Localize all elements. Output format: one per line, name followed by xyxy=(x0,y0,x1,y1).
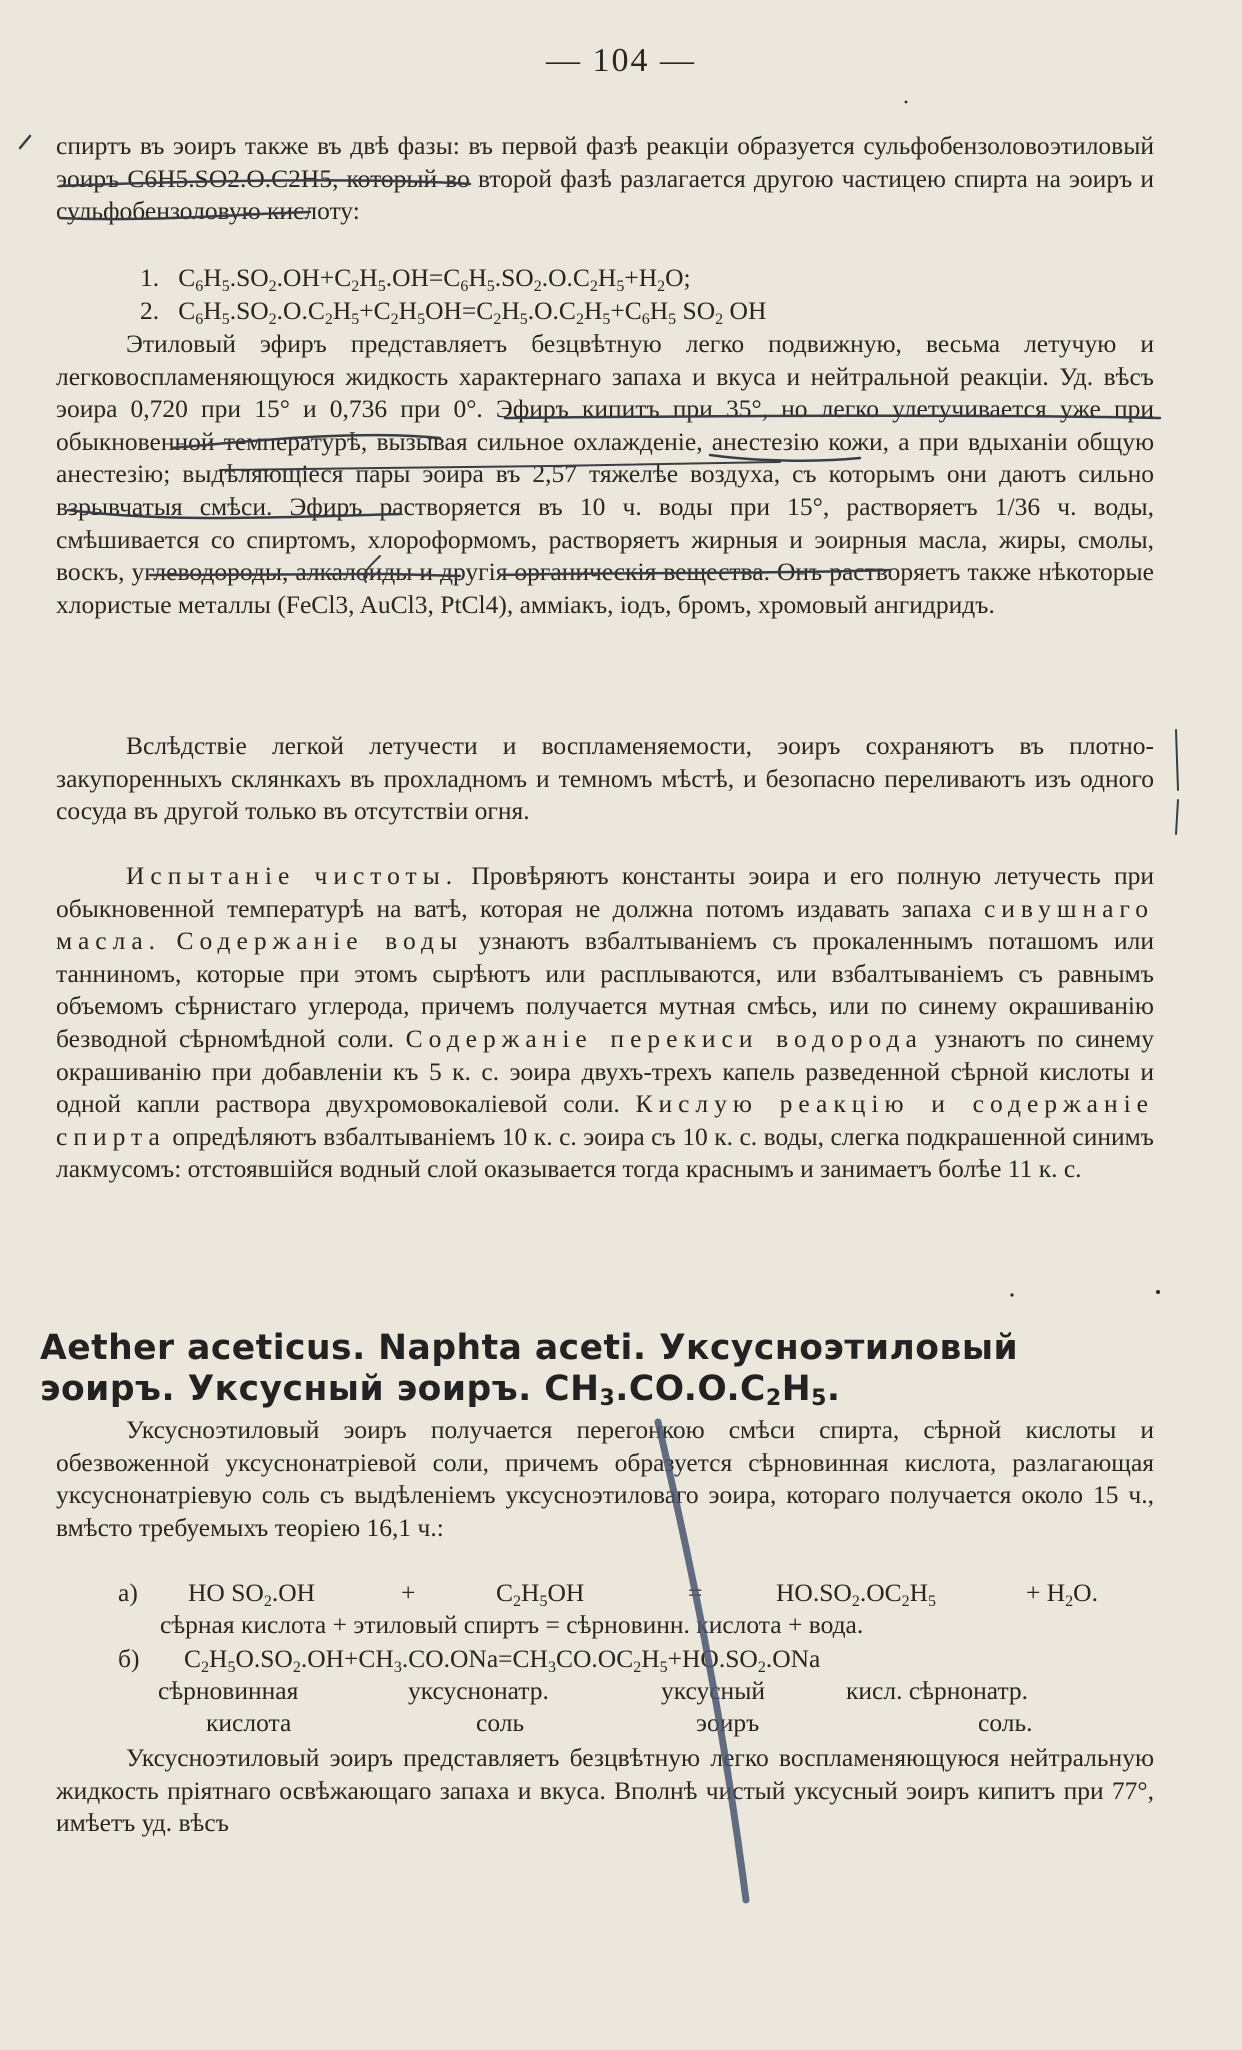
ink-speck xyxy=(1010,1293,1013,1296)
spaced-term: Содержаніе перекиси водорода xyxy=(405,1023,923,1053)
reaction-word: соль xyxy=(476,1708,525,1737)
paragraph-text: опредѣляютъ взбалтываніемъ 10 к. с. эоира съ 10 к. с. воды, слегка подкрашенной синимъ лакмусомъ: отстоявшійся водный слой оказывается тогда краснымъ и занимаетъ болѣе 11 к. с. xyxy=(56,1121,1154,1184)
pencil-arc xyxy=(364,556,380,582)
ink-speck xyxy=(905,101,908,104)
reaction-label: б) xyxy=(118,1644,140,1673)
underline-mark xyxy=(68,510,400,518)
equation-number: 1. xyxy=(140,263,160,292)
reaction-word: кислота xyxy=(206,1708,292,1737)
reaction-word: уксусный xyxy=(661,1676,765,1705)
scanned-page: — 104 — спиртъ въ эоиръ также въ двѣ фазы: въ первой фазѣ реакціи образуется сульфобензоловоэтиловый эоиръ C6H5.SO2.O.C2H5, который во второй фазѣ разлагается другою частицею спирта на эоиръ и сульфобензоловую кислоту: 1. $C_6H_5.SO_2.OH+C_2H_5.OH=C_6H_5.SO_2.O.C_2H_5+H_2O$; 2. $C_6H_5.SO_2.O.C_2H_5+C_2H_5OH=C_2H_5.O.C_2H_5+C_6H_5$ $SO_2$ OH Этиловый эфиръ представляетъ безцвѣтную легко подвижную, весьма летучую и легковоспламеняющуюся жидкость характернаго запаха и вкуса и нейтральной реакціи. Уд. вѣсъ эоира 0,720 при 15° и 0,736 при 0°. Эфиръ кипитъ при 35°, но легко улетучивается уже при обыкновенной температурѣ, вызывая сильное охлажденіе, анестезію кожи, а при вдыханіи общую анестезію; выдѣляющіеся пары эоира въ 2,57 тяжелѣе воздуха, съ которымъ они даютъ сильно взрывчатыя смѣси. Эфиръ растворяется въ 10 ч. воды при 15°, растворяетъ 1/36 ч. воды, смѣшивается со спиртомъ, хлороформомъ, растворяетъ жирныя и эоирныя масла, жиры, смолы, воскъ, углеводороды, алкалоиды и другія органическія вещества. Онъ растворяетъ также нѣкоторые хлористые металлы (FeCl3, AuCl3, PtCl4), аммiакъ, iодъ, бромъ, хромовый ангидридъ. Вслѣдствіе легкой летучести и воспламеняемости, эоиръ сохраняютъ въ плотно-закупоренныхъ склянкахъ въ прохладномъ и темномъ мѣстѣ, и безопасно переливаютъ изъ одного сосуда въ другой только въ отсутствіи огня. Испытаніе чистоты. Провѣряютъ константы эоира и его полную летучесть при обыкновенной температурѣ на ватѣ, которая не должна потомъ издавать запаха сивушнаго масла. Содержаніе воды узнаютъ взбалтываніемъ съ прокаленнымъ поташомъ или танниномъ, которые при этомъ сырѣютъ или расплываются, или взбалтываніемъ съ равнымъ объемомъ сѣрнистаго углерода, причемъ получается мутная смѣсь, или по синему окрашиванію безводной сѣрномѣдной соли. Содержаніе перекиси водорода узнаютъ по синему окрашиванію при добавленіи къ 5 к. с. эоира двухъ-трехъ капель разведенной сѣрной кислоты и одной капли раствора двухромовокаліевой соли. Кислую реакцію и содержаніе спирта опредѣляютъ взбалтываніемъ 10 к. с. эоира съ 10 к. с. воды, слегка подкрашенной синимъ лакмусомъ: отстоявшійся водный слой оказывается тогда краснымъ и занимаетъ болѣе 11 к. с. Aether aceticus. Naphta aceti. Уксусноэтиловый эоиръ. Уксусный эоиръ. $CH_3.CO.O.C_2H_5$. Уксусноэтиловый эоиръ получается перегонкою смѣси спирта, сѣрной кислоты и обезвоженной уксуснонатріевой соли, причемъ образуется сѣрновинная кислота, разлагающая уксуснонатріевую соль съ выдѣленіемъ уксусноэтиловаго эоира, котораго получается около 15 ч., вмѣсто требуемыхъ теоріею 16,1 ч.: а) HO $SO_2.OH$ + $C_2H_5OH$ = $HO.SO_2.OC_2H_5$ + $H_2O$. сѣрная кислота + этиловый спиртъ = сѣрновинн. кислота + вода. б) $C_2H_5O.SO_2.OH+CH_3.CO.ONa=CH_3CO.OC_2H_5+HO.SO_2.ONa$ сѣрновинная уксуснонатр. уксусный кисл. сѣрнонатр. кислота соль эоиръ соль. Уксусноэтиловый эоиръ представляетъ безцвѣтную легко воспламеняющуюся нейтральную жидкость пріятнаго освѣжающаго запаха и вкуса. Вполнѣ чистый уксусный эоиръ кипитъ при 77°, имѣетъ уд. вѣсъ xyxy=(0,0,1242,2050)
reaction-word: соль. xyxy=(978,1708,1033,1737)
paragraph-text: спиртъ въ эоиръ также въ двѣ фазы: въ первой фазѣ реакціи образуется сульфобензоловоэтиловый эоиръ C6H5.SO2.O.C2H5, который во второй фазѣ разлагается другою частицею спирта на эоиръ и сульфобензоловую кислоту: xyxy=(56,131,1154,226)
spaced-term: сивушнаго масла. xyxy=(56,893,1154,956)
paragraph-text: Провѣряютъ константы эоира и его полную летучесть при обыкновенной температурѣ на ватѣ, которая не должна потомъ издавать запаха xyxy=(56,861,1154,923)
strike-mark xyxy=(505,416,1160,418)
reaction-word: уксуснонатр. xyxy=(408,1676,549,1705)
page-number: — 104 — xyxy=(546,42,696,79)
paragraph-text: Вслѣдствіе легкой летучести и воспламеняемости, эоиръ сохраняютъ въ плотно-закупоренныхъ склянкахъ въ прохладномъ и темномъ мѣстѣ, и безопасно переливаютъ изъ одного сосуда въ другой только въ отсутствіи огня. xyxy=(56,731,1154,826)
paragraph-text: узнаютъ по синему окрашиванію при добавленіи къ 5 к. с. эоира двухъ-трехъ капель разведенной сѣрной кислоты и одной капли раствора двухромовокаліевой соли. xyxy=(56,1023,1155,1119)
margin-line-mark xyxy=(1176,800,1178,834)
paragraph-text: Этиловый эфиръ представляетъ безцвѣтную легко подвижную, весьма летучую и легковоспламеняющуюся жидкость характернаго запаха и вкуса и нейтральной реакціи. Уд. вѣсъ эоира 0,720 при 15° и 0,736 при 0°. Эфиръ кипитъ при 35°, но легко улетучивается уже при обыкновенной температурѣ, вызывая сильное охлажденіе, анестезію кожи, а при вдыханіи общую анестезію; выдѣляющіеся пары эоира въ 2,57 тяжелѣе воздуха, съ которымъ они даютъ сильно взрывчатыя смѣси. Эфиръ растворяется въ 10 ч. воды при 15°, растворяетъ 1/36 ч. воды, смѣшивается со спиртомъ, хлороформомъ, растворяетъ жирныя и эоирныя масла, жиры, смолы, воскъ, углеводороды, алкалоиды и другія органическія вещества. Онъ растворяетъ также нѣкоторые хлористые металлы (FeCl3, AuCl3, PtCl4), аммiакъ, iодъ, бромъ, хромовый ангидридъ. xyxy=(56,329,1154,619)
spaced-term: Испытаніе чистоты. xyxy=(126,861,459,890)
heading-line: эоиръ. Уксусный эоиръ. xyxy=(40,1369,532,1409)
equation-number: 2. xyxy=(140,296,160,325)
reaction-word: сѣрновинная xyxy=(158,1676,299,1705)
paragraph-text: Уксусноэтиловый эоиръ получается перегонкою смѣси спирта, сѣрной кислоты и обезвоженной уксуснонатріевой соли, причемъ образуется сѣрновинная кислота, разлагающая уксуснонатріевую соль съ выдѣленіемъ уксусноэтиловаго эоира, котораго получается около 15 ч., вмѣсто требуемыхъ теоріею 16,1 ч.: xyxy=(56,1415,1154,1542)
reaction-label: а) xyxy=(118,1578,138,1607)
reaction-words: сѣрная кислота + этиловый спиртъ = сѣрновинн. кислота + вода. xyxy=(160,1610,864,1639)
reaction-word: кисл. сѣрнонатр. xyxy=(846,1676,1029,1705)
paragraph-text: узнаютъ взбалтываніемъ съ прокаленнымъ поташомъ или танниномъ, которые при этомъ сырѣютъ или расплываются, или взбалтываніемъ съ равнымъ объемомъ сѣрнистаго углерода, причемъ получается мутная смѣсь, или по синему окрашиванію безводной сѣрномѣдной соли. xyxy=(56,926,1154,1053)
pencil-stroke xyxy=(658,1422,746,1900)
section-heading: Aether aceticus. Naphta aceti. Уксусноэтиловый эоиръ. Уксусный эоиръ. $CH_3.CO.O.C_2H_5$. xyxy=(40,1328,1019,1411)
underline-mark xyxy=(60,212,310,219)
spaced-term: Содержаніе воды xyxy=(176,926,464,956)
paragraph-text: Уксусноэтиловый эоиръ представляетъ безцвѣтную легко воспламеняющуюся нейтральную жидкость пріятнаго освѣжающаго запаха и вкуса. Вполнѣ чистый уксусный эоиръ кипитъ при 77°, имѣетъ уд. вѣсъ xyxy=(56,1743,1154,1838)
strike-mark xyxy=(710,455,860,461)
heading-line: Aether aceticus. Naphta aceti. Уксусноэтиловый xyxy=(40,1328,1019,1368)
ink-speck xyxy=(1156,1290,1160,1294)
strike-mark xyxy=(150,574,460,576)
equation-1: 1. $C_6H_5.SO_2.OH+C_2H_5.OH=C_6H_5.SO_2.O.C_2H_5+H_2O$; xyxy=(140,263,691,295)
margin-line-mark xyxy=(1176,730,1178,790)
strike-mark xyxy=(172,435,440,448)
equation-2: 2. $C_6H_5.SO_2.O.C_2H_5+C_2H_5OH=C_2H_5.O.C_2H_5+C_6H_5$ $SO_2$ OH xyxy=(140,296,767,328)
underline-mark xyxy=(60,180,470,186)
reaction-word: эоиръ xyxy=(696,1708,760,1737)
spaced-term: Кислую реакцію и содержаніе спирта xyxy=(56,1089,1155,1151)
margin-tick-mark xyxy=(20,136,30,148)
strike-mark xyxy=(500,570,890,575)
underline-mark xyxy=(220,462,780,470)
